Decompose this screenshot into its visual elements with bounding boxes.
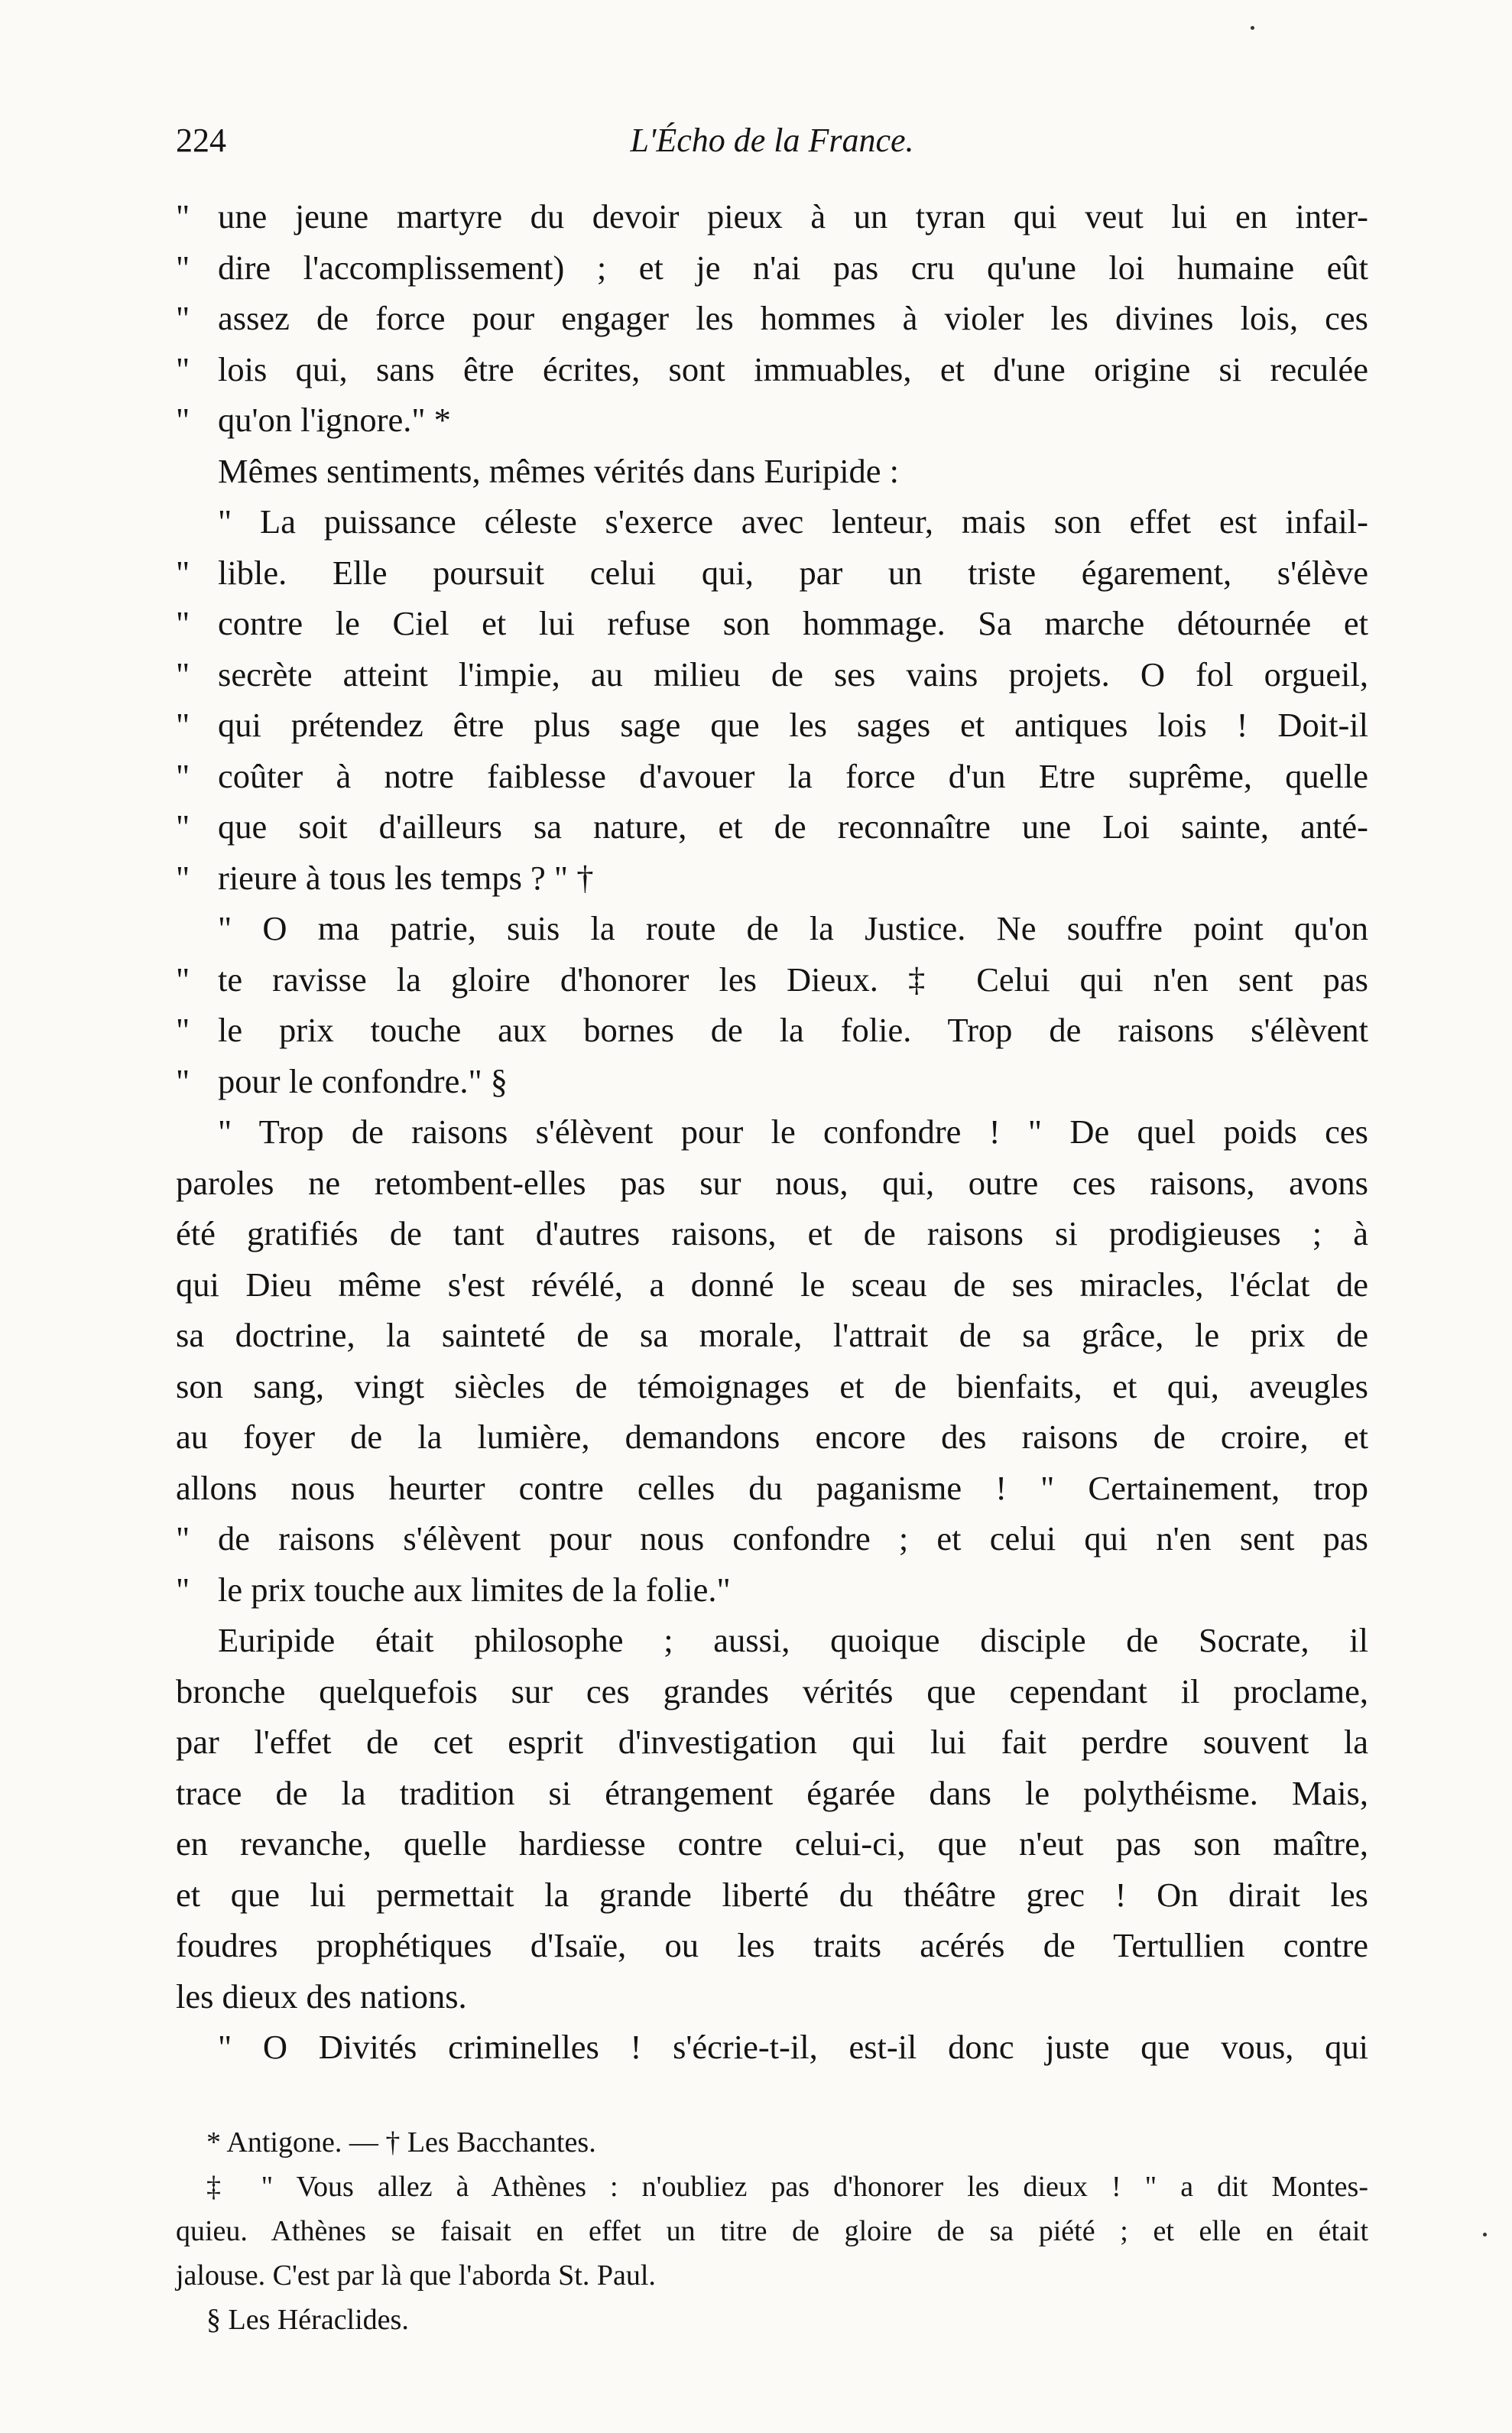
text-line (176, 1513, 1368, 1564)
page-number: 224 (176, 122, 226, 159)
book-page (176, 115, 1368, 2342)
line-text: en revanche, quelle hardiesse contre celui-ci, que n'eut pas son maître, (176, 1824, 1368, 1863)
line-text: été gratifiés de tant d'autres raisons, et de raisons si prodigieuses ; à (176, 1214, 1368, 1252)
quote-mark: " (176, 248, 190, 287)
line-text: lois qui, sans être écrites, sont immuables, et d'une origine si reculée (218, 349, 1368, 388)
text-line (176, 2022, 1368, 2073)
text-line (176, 1666, 1368, 1717)
paper-speck (1251, 26, 1254, 30)
text-line (176, 853, 1368, 904)
footnote-line: jalouse. C'est par là que l'aborda St. Paul. (176, 2259, 656, 2292)
text-line (176, 1056, 1368, 1107)
page-header (176, 115, 1368, 184)
text-line (176, 242, 1368, 294)
line-text: allons nous heurter contre celles du paganisme ! " Certainement, trop (176, 1468, 1368, 1507)
quote-mark: " (176, 706, 190, 744)
text-line (176, 496, 1368, 547)
running-title: L'Écho de la France. (630, 122, 914, 159)
text-line (176, 954, 1368, 1005)
line-text: qui prétendez être plus sage que les sages et antiques lois ! Doit-il (218, 706, 1368, 744)
text-line (176, 191, 1368, 242)
quote-mark: " (176, 349, 190, 388)
text-line (176, 1768, 1368, 1819)
text-line (176, 1411, 1368, 1463)
text-line (176, 446, 1368, 497)
line-text: bronche quelquefois sur ces grandes vérités que cependant il proclame, (176, 1671, 1368, 1710)
quote-mark: " (176, 604, 190, 642)
text-line (176, 1564, 1368, 1616)
line-text: " O Divités criminelles ! s'écrie-t-il, est-il donc juste que vous, qui (218, 2028, 1368, 2066)
line-text: de raisons s'élèvent pour nous confondre ; et celui qui n'en sent pas (218, 1519, 1368, 1558)
paper-speck (1483, 2233, 1487, 2236)
footnote-line: ‡ " Vous allez à Athènes : n'oubliez pas d'honorer les dieux ! " a dit Montes- (206, 2170, 1368, 2203)
quote-mark: " (176, 1570, 190, 1609)
line-text: le prix touche aux limites de la folie." (218, 1570, 731, 1609)
text-line (176, 1463, 1368, 1514)
text-line (176, 751, 1368, 802)
line-text: " O ma patrie, suis la route de la Justice. Ne souffre point qu'on (218, 909, 1368, 947)
footnotes (176, 2120, 1368, 2342)
line-text: foudres prophétiques d'Isaïe, ou les traits acérés de Tertullien contre (176, 1926, 1368, 1964)
quote-mark: " (176, 858, 190, 897)
line-text: sa doctrine, la sainteté de sa morale, l'attrait de sa grâce, le prix de (176, 1316, 1368, 1354)
line-text: au foyer de la lumière, demandons encore des raisons de croire, et (176, 1418, 1368, 1456)
line-text: Mêmes sentiments, mêmes vérités dans Euripide : (218, 451, 900, 490)
text-line (176, 1869, 1368, 1921)
text-line (176, 395, 1368, 446)
line-text: et que lui permettait la grande liberté du théâtre grec ! On dirait les (176, 1875, 1368, 1914)
text-line (176, 1310, 1368, 1361)
quote-mark: " (176, 960, 190, 999)
text-line (176, 344, 1368, 395)
text-line (176, 1208, 1368, 1259)
text-line (176, 649, 1368, 700)
line-text: une jeune martyre du devoir pieux à un tyran qui veut lui en inter- (218, 197, 1368, 236)
line-text: trace de la tradition si étrangement égarée dans le polythéisme. Mais, (176, 1773, 1368, 1812)
line-text: pour le confondre." § (218, 1061, 508, 1100)
line-text: paroles ne retombent-elles pas sur nous, qui, outre ces raisons, avons (176, 1163, 1368, 1202)
quote-mark: " (176, 1011, 190, 1049)
text-line (176, 293, 1368, 344)
text-line (176, 547, 1368, 599)
line-text: " Trop de raisons s'élèvent pour le confondre ! " De quel poids ces (218, 1113, 1368, 1151)
quote-mark: " (176, 401, 190, 439)
quote-mark: " (176, 197, 190, 236)
line-text: " La puissance céleste s'exerce avec lenteur, mais son effet est infail- (218, 502, 1368, 541)
text-line (176, 1361, 1368, 1412)
quote-mark: " (176, 553, 190, 592)
text-line (176, 598, 1368, 649)
quote-mark: " (176, 756, 190, 795)
footnote-line: * Antigone. — † Les Bacchantes. (206, 2126, 596, 2159)
text-line (176, 1818, 1368, 1869)
text-line (176, 1717, 1368, 1768)
line-text: lible. Elle poursuit celui qui, par un triste égarement, s'élève (218, 553, 1368, 592)
line-text: Euripide était philosophe ; aussi, quoique disciple de Socrate, il (218, 1621, 1368, 1659)
text-line (176, 1106, 1368, 1158)
text-line (176, 700, 1368, 751)
text-line (176, 1615, 1368, 1666)
text-line (176, 1971, 1368, 2022)
footnote-line: quieu. Athènes se faisait en effet un titre de gloire de sa piété ; et elle en était (176, 2214, 1368, 2247)
line-text: secrète atteint l'impie, au milieu de ses vains projets. O fol orgueil, (218, 655, 1368, 694)
body-text (176, 191, 1368, 2073)
line-text: que soit d'ailleurs sa nature, et de reconnaître une Loi sainte, anté- (218, 807, 1368, 846)
text-line (176, 1005, 1368, 1056)
line-text: par l'effet de cet esprit d'investigation qui lui fait perdre souvent la (176, 1723, 1368, 1761)
line-text: son sang, vingt siècles de témoignages et de bienfaits, et qui, aveugles (176, 1366, 1368, 1405)
line-text: te ravisse la gloire d'honorer les Dieux. ‡ Celui qui n'en sent pas (218, 960, 1368, 999)
quote-mark: " (176, 1519, 190, 1558)
line-text: rieure à tous les temps ? " † (218, 858, 594, 897)
quote-mark: " (176, 807, 190, 846)
quote-mark: " (176, 655, 190, 694)
line-text: le prix touche aux bornes de la folie. Trop de raisons s'élèvent (218, 1011, 1368, 1049)
line-text: qu'on l'ignore." * (218, 401, 451, 439)
quote-mark: " (176, 299, 190, 337)
footnote-separator (176, 2073, 1368, 2103)
text-line (176, 903, 1368, 954)
footnote-line: § Les Héraclides. (206, 2303, 409, 2336)
line-text: contre le Ciel et lui refuse son hommage. Sa marche détournée et (218, 604, 1368, 642)
text-line (176, 1920, 1368, 1971)
line-text: assez de force pour engager les hommes à violer les divines lois, ces (218, 299, 1368, 337)
quote-mark: " (176, 1061, 190, 1100)
text-line (176, 801, 1368, 853)
text-line (176, 1259, 1368, 1311)
line-text: dire l'accomplissement) ; et je n'ai pas cru qu'une loi humaine eût (218, 248, 1368, 287)
line-text: les dieux des nations. (176, 1977, 467, 2016)
line-text: qui Dieu même s'est révélé, a donné le sceau de ses miracles, l'éclat de (176, 1265, 1368, 1304)
text-line (176, 1158, 1368, 1209)
line-text: coûter à notre faiblesse d'avouer la force d'un Etre suprême, quelle (218, 756, 1368, 795)
